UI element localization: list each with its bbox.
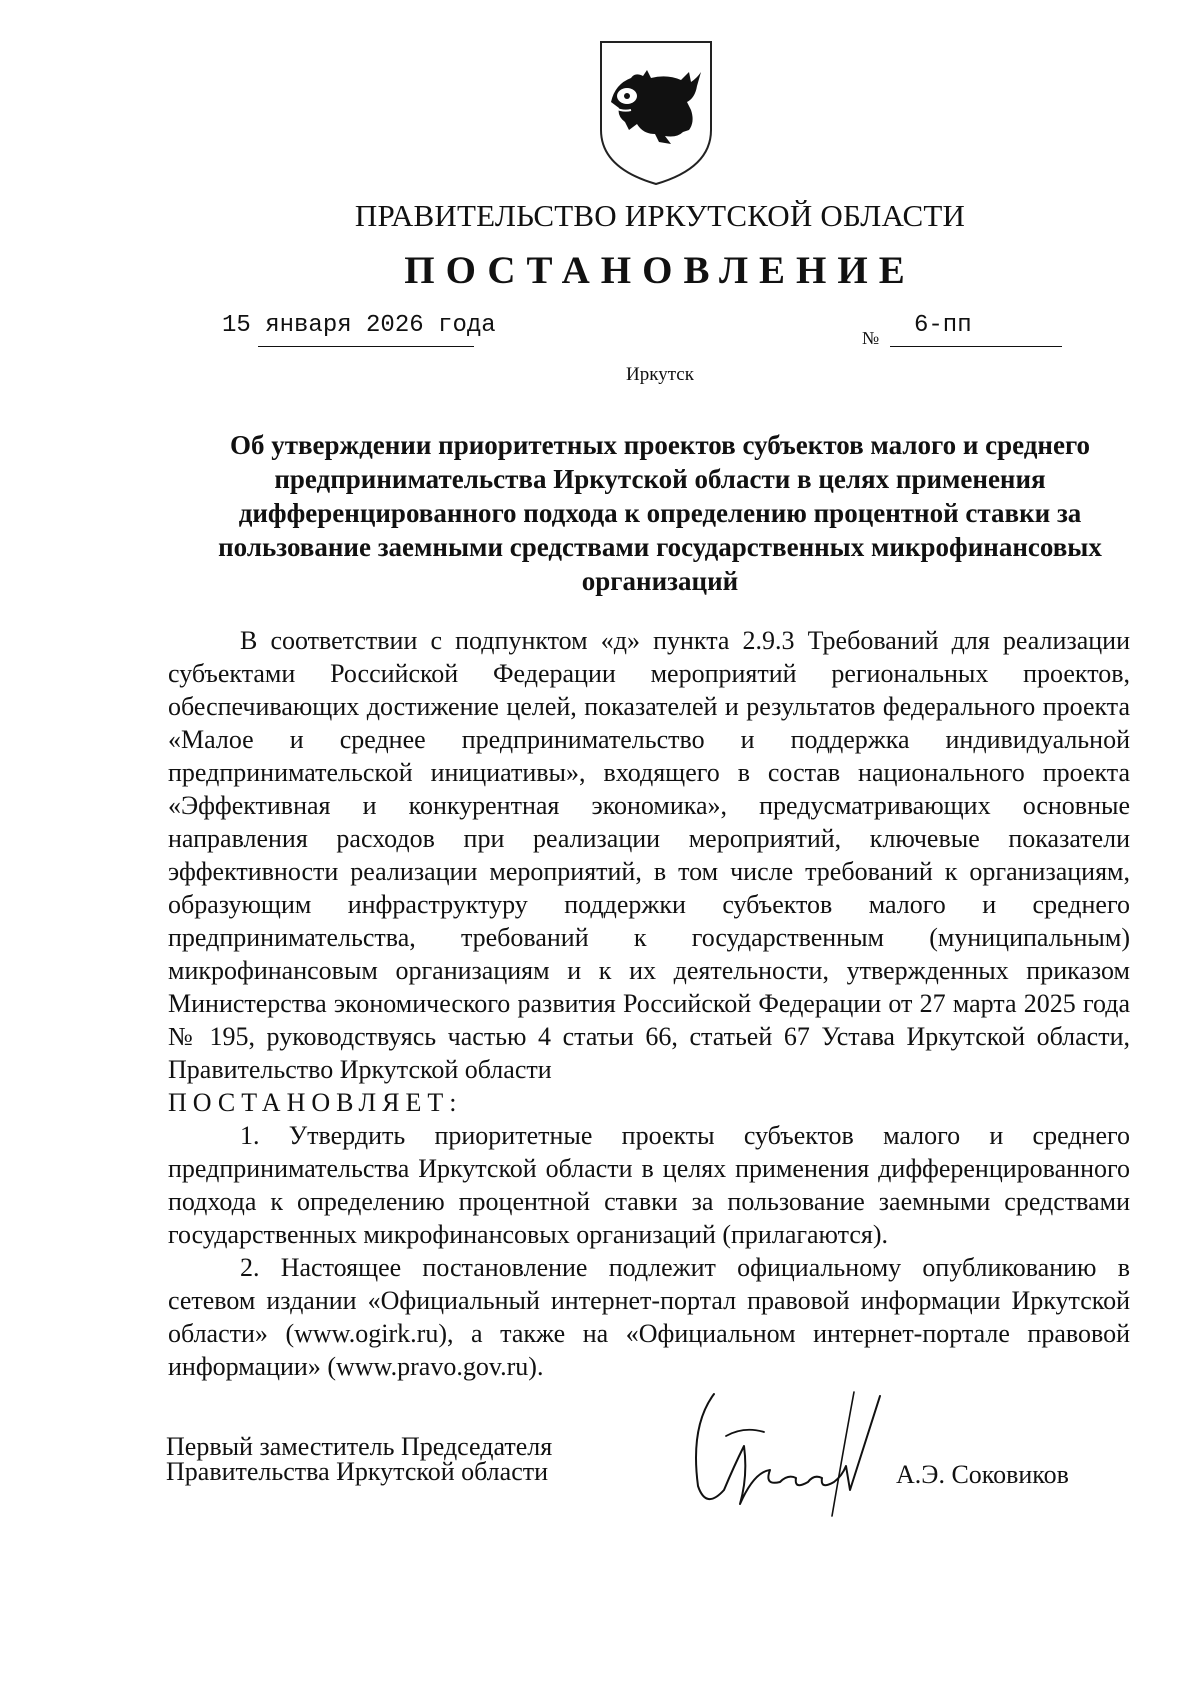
number-label: № <box>862 328 880 348</box>
date-underline <box>258 346 474 347</box>
item-1-paragraph: 1. Утвердить приоритетные проекты субъектов малого и среднего предпринимательства Иркутской области в целях применения дифференцированного подхода к определению процентной ставки за пользование заемными средствами государственных микрофинансовых организаций (прилагаются). <box>168 1121 1130 1249</box>
date-text: 15 января 2026 года <box>222 312 496 339</box>
preamble-paragraph: В соответствии с подпунктом «д» пункта 2.9.3 Требований для реализации субъектами Российской Федерации мероприятий региональных проектов, обеспечивающих достижение целей, показателей и результатов федерального проекта «Малое и среднее предпринимательство и поддержка индивидуальной предпринимательской инициативы», входящего в состав национального проекта «Эффективная и конкурентная экономика», предусматривающих основные направления расходов при реализации мероприятий, ключевые показатели эффективности реализации мероприятий, в том числе требований к организациям, образующим инфраструктуру поддержки субъектов малого и среднего предпринимательства, требований к государственным (муниципальным) микрофинансовым организациям и к их деятельности, утвержденных приказом Министерства экономического развития Российской Федерации от 27 марта 2025 года № 195, руководствуясь частью 4 статьи 66, статьей 67 Устава Иркутской области, Правительство Иркутской области <box>168 626 1130 1084</box>
signer-position-line-2: Правительства Иркутской области <box>166 1457 549 1486</box>
signer-name: А.Э. Соковиков <box>896 1460 1069 1489</box>
document-type: ПОСТАНОВЛЕНИЕ <box>404 249 916 292</box>
number-underline <box>890 346 1062 347</box>
document-body <box>168 624 1130 1383</box>
government-name: ПРАВИТЕЛЬСТВО ИРКУТСКОЙ ОБЛАСТИ <box>354 198 966 233</box>
city: Иркутск <box>626 364 694 385</box>
irkutsk-coat-of-arms-icon <box>597 38 715 186</box>
signer-position <box>166 1434 552 1484</box>
document-number: 6-пп <box>914 312 972 339</box>
resolves-heading: ПОСТАНОВЛЯЕТ: <box>168 1088 463 1117</box>
signer-position-line-1: Первый заместитель Председателя <box>166 1432 553 1461</box>
handwritten-signature-icon <box>684 1386 894 1526</box>
item-2-paragraph: 2. Настоящее постановление подлежит официальному опубликованию в сетевом издании «Официальный интернет-портал правовой информации Иркутской области» (www.ogirk.ru), а также на «Официальном интернет-портале правовой информации» (www.pravo.gov.ru). <box>168 1253 1130 1381</box>
document-title: Об утверждении приоритетных проектов субъектов малого и среднего предпринимательства Иркутской области в целях применения дифференцированного подхода к определению процентной ставки за пользование заемными средствами государственных микрофинансовых организаций <box>218 430 1102 596</box>
